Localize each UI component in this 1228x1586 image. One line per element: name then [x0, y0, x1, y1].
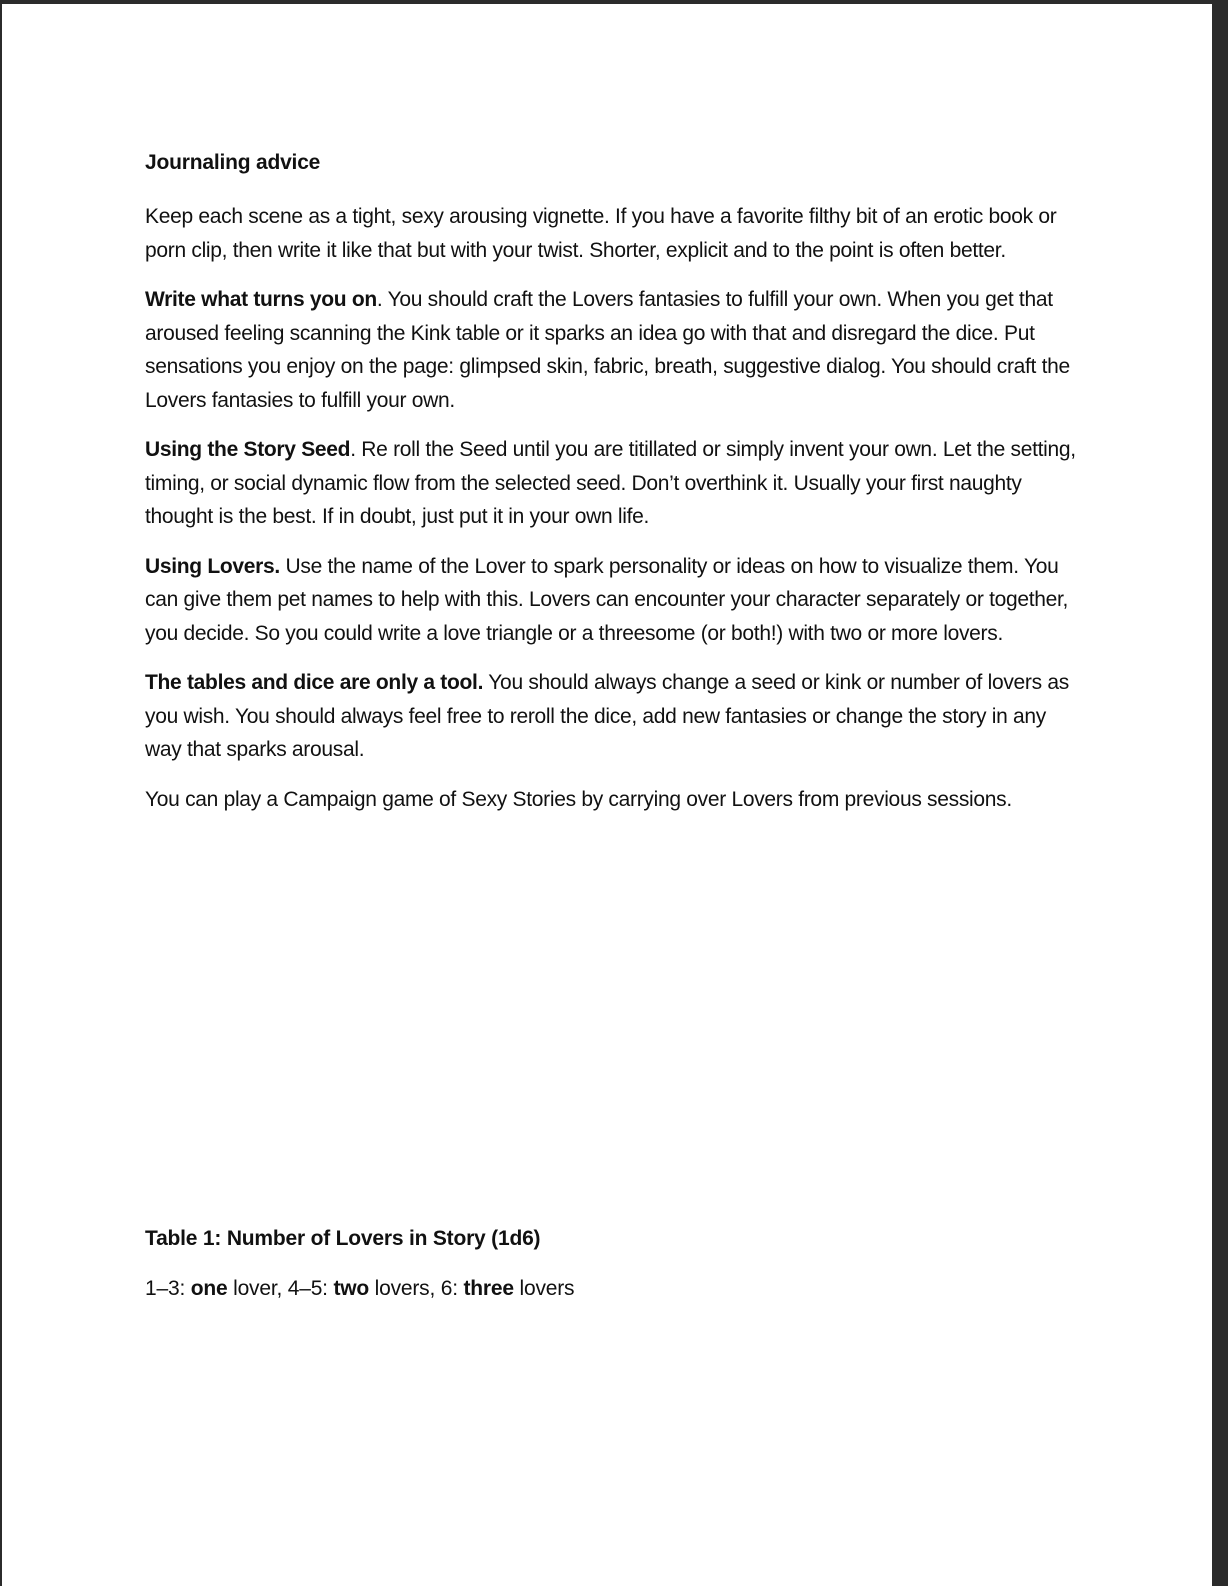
table-entry-range: 1–3:	[145, 1277, 191, 1300]
table-entry-count: three	[463, 1277, 514, 1300]
paragraph-text: You should always change a seed or kink or number of lovers as you wish. You should always feel free to reroll the dice, add new fantasies or change the story in any way that sparks arousal.	[145, 671, 1069, 761]
table-entry-range: 6:	[440, 1277, 464, 1300]
paragraph-lead: Using the Story Seed	[145, 438, 351, 461]
section-heading: Journaling advice	[145, 151, 321, 174]
paragraph-text: . You should craft the Lovers fantasies to fulfill your own. When you get that aroused feeling scanning the Kink table or it sparks an idea go with that and disregard the dice. Put sensations you enjoy on the page: glimpsed skin, fabric, breath, suggestive dialog. You should craft the Lovers fantasies to fulfill your own.	[145, 288, 1070, 412]
paragraph-lead: The tables and dice are only a tool.	[145, 671, 484, 694]
table-entry-unit: lovers	[513, 1277, 575, 1300]
paragraph-vignette	[145, 200, 1085, 267]
table-1-section	[145, 1226, 1085, 1302]
table-entry-count: two	[333, 1277, 370, 1300]
table-entry-range: 4–5:	[287, 1277, 334, 1300]
paragraph-text: Keep each scene as a tight, sexy arousing vignette. If you have a favorite filthy bit of an erotic book or porn clip, then write it like that but with your twist. Shorter, explicit and to the point is often better.	[145, 205, 1057, 262]
table-entry-unit: lover,	[227, 1277, 288, 1300]
paragraph-using-lovers	[145, 550, 1085, 651]
table-entry-count: one	[190, 1277, 228, 1300]
paragraph-text: You can play a Campaign game of Sexy Stories by carrying over Lovers from previous sessions.	[145, 787, 1012, 811]
journaling-advice-section	[145, 150, 1085, 832]
paragraph-story-seed	[145, 433, 1085, 534]
document-page	[2, 4, 1212, 1586]
paragraph-write-what-turns-you-on	[145, 283, 1085, 417]
table-title: Table 1: Number of Lovers in Story (1d6)	[145, 1227, 541, 1250]
paragraph-campaign	[145, 783, 1085, 817]
paragraph-tables-and-dice	[145, 666, 1085, 767]
table-entry-unit: lovers,	[369, 1277, 441, 1300]
paragraph-lead: Write what turns you on	[145, 288, 377, 311]
paragraph-lead: Using Lovers.	[145, 554, 280, 578]
paragraph-text: Use the name of the Lover to spark personality or ideas on how to visualize them. You can give them pet names to help with this. Lovers can encounter your character separately or together, you decide. So you could write a love triangle or a threesome (or both!) with two or more lovers.	[145, 554, 1069, 645]
table-entries	[145, 1276, 1085, 1302]
paragraph-text: . Re roll the Seed until you are titillated or simply invent your own. Let the setting, timing, or social dynamic flow from the selected seed. Don’t overthink it. Usually your first naughty thought is the best. If in doubt, just put it in your own life.	[145, 438, 1076, 528]
